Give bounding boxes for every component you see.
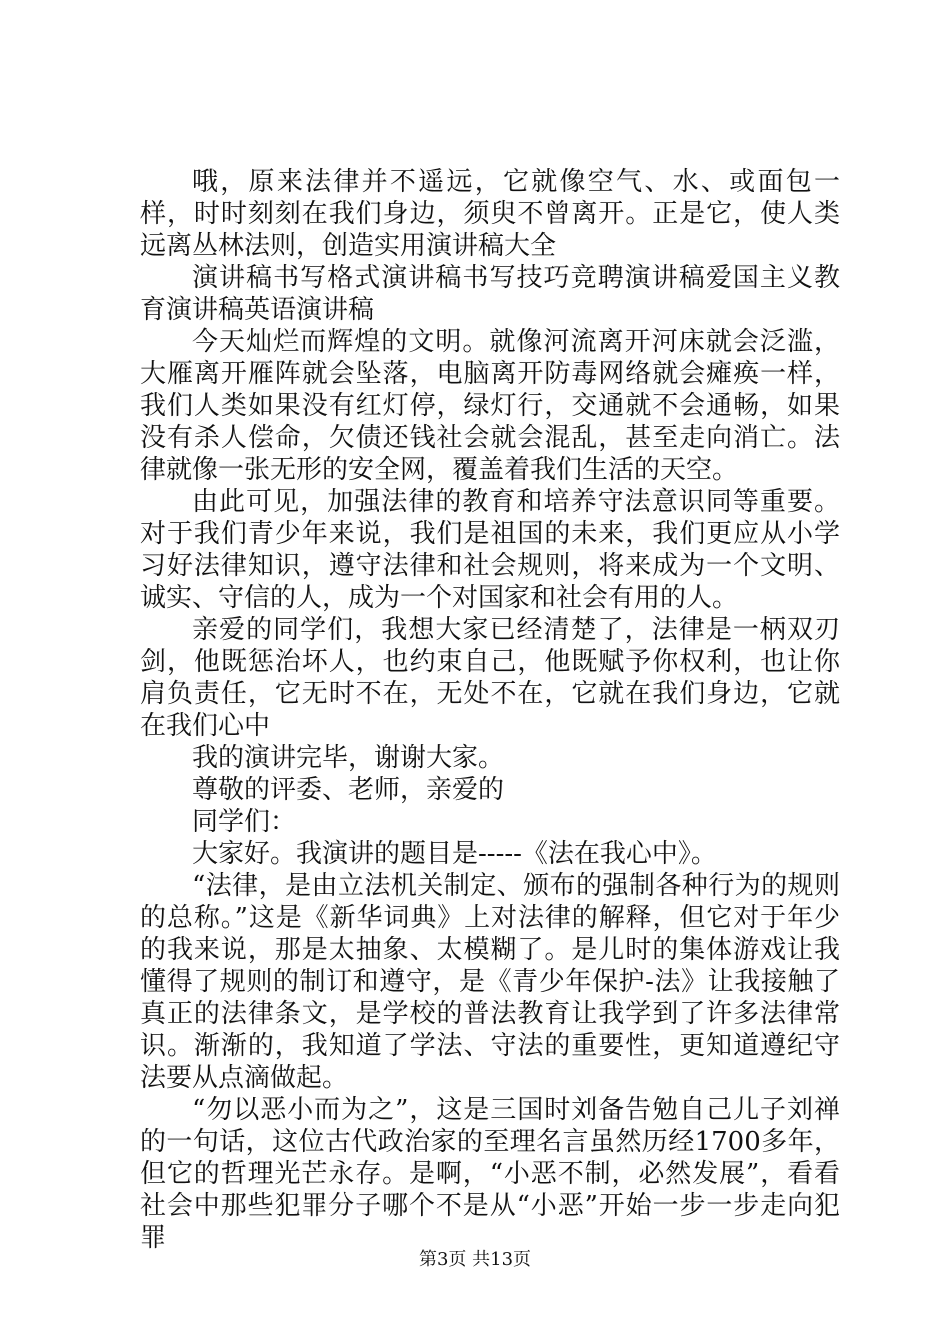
page-footer bbox=[0, 1248, 950, 1272]
page-number-label: 第3页 共13页 bbox=[418, 1249, 532, 1270]
paragraph: 亲爱的同学们，我想大家已经清楚了，法律是一柄双刃剑，他既惩治坏人，也约束自己，他既赋予你权利，也让你肩负责任，它无时不在，无处不在，它就在我们身边，它就在我们心中 bbox=[140, 615, 840, 741]
paragraph: 今天灿烂而辉煌的文明。就像河流离开河床就会泛滥，大雁离开雁阵就会坠落，电脑离开防毒网络就会瘫痪一样，我们人类如果没有红灯停，绿灯行，交通就不会通畅，如果没有杀人偿命，欠债还钱社会就会混乱，甚至走向消亡。法律就像一张无形的安全网，覆盖着我们生活的天空。 bbox=[140, 327, 840, 485]
paragraph: 同学们： bbox=[192, 807, 297, 837]
paragraph: “法律，是由立法机关制定、颁布的强制各种行为的规则的总称。”这是《新华词典》上对法律的解释，但它对于年少的我来说，那是太抽象、太模糊了。是儿时的集体游戏让我懂得了规则的制订和遵守，是《青少年保护-法》让我接触了真正的法律条文，是学校的普法教育让我学到了许多法律常识。渐渐的，我知道了学法、守法的重要性，更知道遵纪守法要从点滴做起。 bbox=[140, 871, 840, 1093]
paragraph: 我的演讲完毕，谢谢大家。 bbox=[192, 743, 505, 773]
paragraph: “勿以恶小而为之”，这是三国时刘备告勉自己儿子刘禅的一句话，这位古代政治家的至理名言虽然历经1700多年，但它的哲理光芒永存。是啊，“小恶不制，必然发展”，看看社会中那些犯罪分子哪个不是从“小恶”开始一步一步走向犯罪 bbox=[140, 1095, 840, 1253]
paragraph: 哦，原来法律并不遥远，它就像空气、水、或面包一样，时时刻刻在我们身边，须臾不曾离开。正是它，使人类远离丛林法则，创造实用演讲稿大全 bbox=[140, 167, 840, 261]
paragraph: 尊敬的评委、老师，亲爱的 bbox=[192, 775, 505, 805]
paragraph: 大家好。我演讲的题目是-----《法在我心中》。 bbox=[192, 839, 717, 869]
paragraph: 演讲稿书写格式演讲稿书写技巧竞聘演讲稿爱国主义教育演讲稿英语演讲稿 bbox=[140, 263, 840, 325]
paragraph: 由此可见，加强法律的教育和培养守法意识同等重要。对于我们青少年来说，我们是祖国的未来，我们更应从小学习好法律知识，遵守法律和社会规则，将来成为一个文明、诚实、守信的人，成为一个对国家和社会有用的人。 bbox=[140, 487, 840, 613]
document-body bbox=[140, 166, 840, 1254]
